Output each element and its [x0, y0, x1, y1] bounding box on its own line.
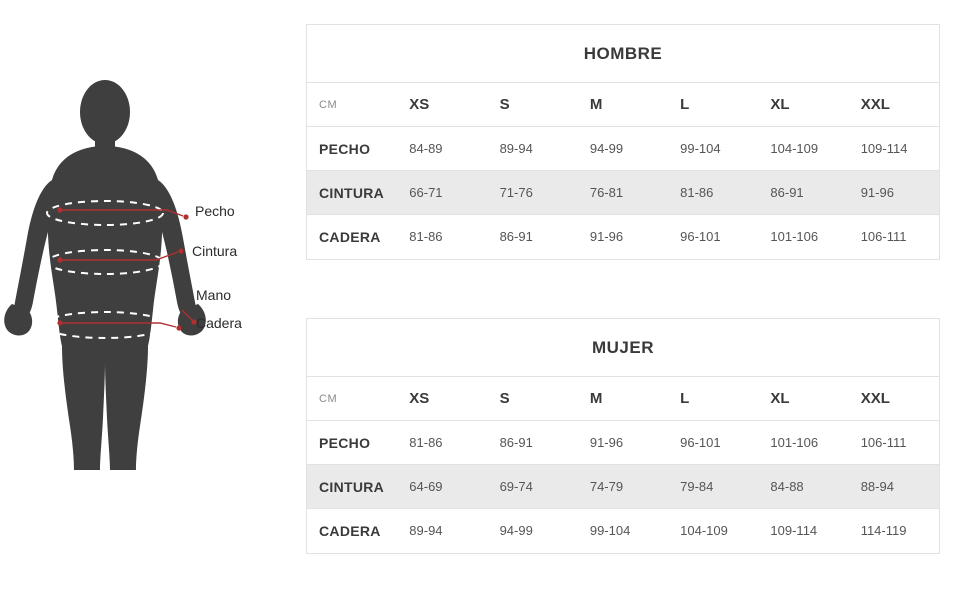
- women-cintura-l: 79-84: [668, 465, 758, 509]
- women-cadera-xs: 89-94: [409, 523, 443, 539]
- callout-label-pecho: Pecho: [195, 203, 235, 219]
- men-table-title: HOMBRE: [307, 25, 939, 82]
- men-col-xl: XL: [758, 83, 848, 127]
- men-cadera-m: 91-96: [589, 229, 624, 245]
- women-col-xl: XL: [758, 377, 848, 421]
- women-table-header-row: [307, 377, 939, 421]
- table-row: [307, 421, 939, 465]
- women-cintura-xl: 84-88: [758, 465, 848, 509]
- men-unit-label: CM: [307, 83, 397, 127]
- women-col-m: M: [578, 377, 668, 421]
- women-col-xxl: XXL: [849, 377, 939, 421]
- women-pecho-s: 86-91: [488, 421, 578, 465]
- women-cadera-m: 99-104: [589, 523, 631, 539]
- men-cadera-s: 86-91: [499, 229, 533, 245]
- men-cintura-l: 81-86: [668, 171, 758, 215]
- men-row-label-cintura: CINTURA: [307, 171, 397, 215]
- women-col-s: S: [488, 377, 578, 421]
- women-table-title: MUJER: [307, 319, 939, 376]
- women-cintura-s: 69-74: [488, 465, 578, 509]
- women-cadera-l: 104-109: [680, 523, 728, 539]
- table-row: [307, 509, 939, 553]
- women-row-label-cintura: CINTURA: [307, 465, 397, 509]
- body-figure-panel: [0, 0, 300, 593]
- men-cadera-xs: 81-86: [409, 229, 443, 245]
- women-unit-label: CM: [307, 377, 397, 421]
- men-pecho-xxl: 109-114: [849, 127, 939, 171]
- men-size-table: [307, 25, 939, 259]
- men-row-label-cadera: CADERA: [319, 228, 381, 245]
- women-cadera-xxl: 114-119: [860, 523, 907, 539]
- women-col-xs: XS: [397, 377, 487, 421]
- callout-label-cintura: Cintura: [192, 243, 238, 259]
- table-row: [307, 171, 939, 215]
- table-row: [307, 215, 939, 259]
- men-cintura-m: 76-81: [578, 171, 668, 215]
- men-cadera-xl: 101-106: [770, 229, 819, 245]
- men-cintura-s: 71-76: [488, 171, 578, 215]
- men-cadera-l: 96-101: [680, 229, 721, 245]
- men-col-m: M: [578, 83, 668, 127]
- men-pecho-s: 89-94: [488, 127, 578, 171]
- women-pecho-xl: 101-106: [758, 421, 848, 465]
- men-table-header-row: [307, 83, 939, 127]
- men-cintura-xs: 66-71: [397, 171, 487, 215]
- men-col-xs: XS: [397, 83, 487, 127]
- callout-label-mano: Mano: [196, 287, 232, 303]
- men-col-xxl: XXL: [849, 83, 939, 127]
- women-size-table-container: [306, 318, 940, 554]
- women-pecho-l: 96-101: [668, 421, 758, 465]
- men-size-table-container: [306, 24, 940, 260]
- table-row: [307, 127, 939, 171]
- women-row-label-pecho: PECHO: [307, 421, 397, 465]
- men-cintura-xxl: 91-96: [849, 171, 939, 215]
- women-pecho-xxl: 106-111: [849, 421, 939, 465]
- women-col-l: L: [668, 377, 758, 421]
- men-pecho-xl: 104-109: [758, 127, 848, 171]
- women-size-table: [307, 319, 939, 553]
- men-cintura-xl: 86-91: [758, 171, 848, 215]
- women-row-label-cadera: CADERA: [319, 522, 381, 539]
- callout-label-cadera: Cadera: [196, 315, 242, 331]
- body-measurement-figure: [0, 70, 300, 470]
- men-col-s: S: [488, 83, 578, 127]
- men-row-label-pecho: PECHO: [307, 127, 397, 171]
- men-pecho-l: 99-104: [668, 127, 758, 171]
- women-pecho-xs: 81-86: [397, 421, 487, 465]
- table-row: [307, 465, 939, 509]
- women-cadera-s: 94-99: [499, 523, 533, 539]
- women-cintura-xxl: 88-94: [849, 465, 939, 509]
- women-cintura-xs: 64-69: [397, 465, 487, 509]
- men-pecho-xs: 84-89: [397, 127, 487, 171]
- men-cadera-xxl: 106-111: [860, 229, 907, 245]
- men-col-l: L: [668, 83, 758, 127]
- women-cadera-xl: 109-114: [770, 523, 818, 539]
- women-cintura-m: 74-79: [578, 465, 668, 509]
- women-pecho-m: 91-96: [578, 421, 668, 465]
- men-pecho-m: 94-99: [578, 127, 668, 171]
